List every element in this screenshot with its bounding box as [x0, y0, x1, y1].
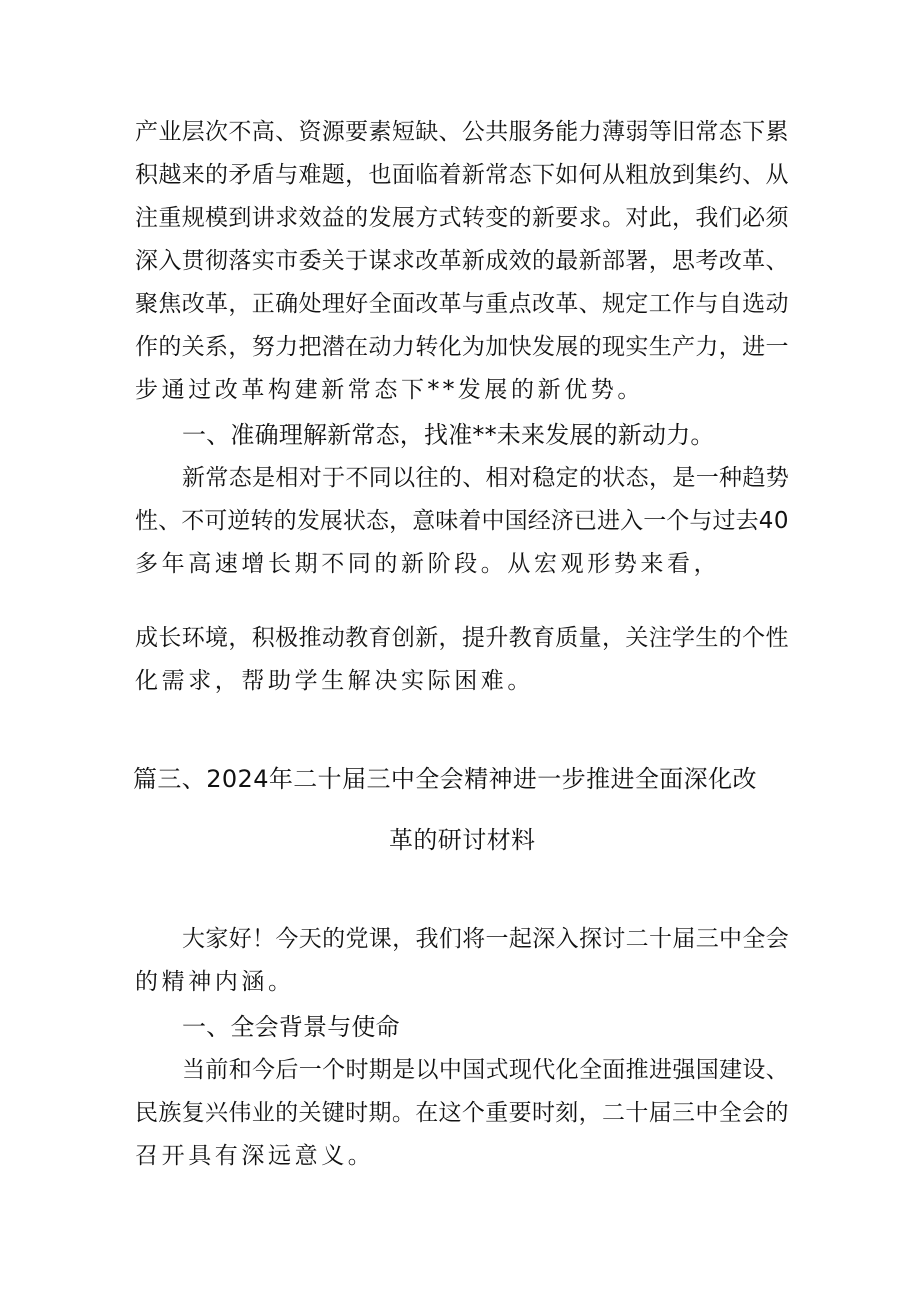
- paragraph-text: 性、不可逆转的发展状态，意味着中国经济已进入一个与过去: [135, 508, 759, 534]
- paragraph-line: 的精神内涵。: [135, 969, 295, 995]
- paragraph-line: 作的关系，努力把潜在动力转化为加快发展的现实生产力，进一: [135, 334, 789, 360]
- paragraph-line: 化需求，帮助学生解决实际困难。: [135, 668, 534, 694]
- paragraph-line: 步通过改革构建新常态下**发展的新优势。: [135, 377, 644, 403]
- section-heading: 一、全会背景与使命: [182, 1013, 400, 1041]
- paragraph-line: 多年高速增长期不同的新阶段。从宏观形势来看，: [135, 551, 721, 577]
- article-title-line-2: 革的研讨材料: [389, 826, 536, 854]
- article-title-line-1: 篇三、2024年二十届三中全会精神进一步推进全面深化改: [133, 765, 757, 793]
- paragraph-line: [135, 506, 789, 536]
- paragraph-number: 40: [758, 508, 789, 534]
- paragraph-line: 成长环境，积极推动教育创新，提升教育质量，关注学生的个性: [135, 625, 789, 651]
- paragraph-line: 注重规模到讲求效益的发展方式转变的新要求。对此，我们必须: [135, 205, 789, 231]
- paragraph-line: 民族复兴伟业的关键时期。在这个重要时刻，二十届三中全会的: [135, 1100, 789, 1126]
- paragraph-line: 聚焦改革，正确处理好全面改革与重点改革、规定工作与自选动: [135, 291, 789, 317]
- paragraph-line: 新常态是相对于不同以往的、相对稳定的状态，是一种趋势: [182, 465, 790, 491]
- paragraph-line: 召开具有深远意义。: [135, 1143, 375, 1169]
- paragraph-line: 产业层次不高、资源要素短缺、公共服务能力薄弱等旧常态下累: [135, 119, 789, 145]
- paragraph-line: 积越来的矛盾与难题，也面临着新常态下如何从粗放到集约、从: [135, 162, 789, 188]
- paragraph-line: 当前和今后一个时期是以中国式现代化全面推进强国建设、: [182, 1057, 790, 1083]
- paragraph-line: 深入贯彻落实市委关于谋求改革新成效的最新部署，思考改革、: [135, 248, 789, 274]
- section-heading: 一、准确理解新常态，找准**未来发展的新动力。: [182, 421, 715, 449]
- paragraph-line: 大家好！今天的党课，我们将一起深入探讨二十届三中全会: [182, 926, 790, 952]
